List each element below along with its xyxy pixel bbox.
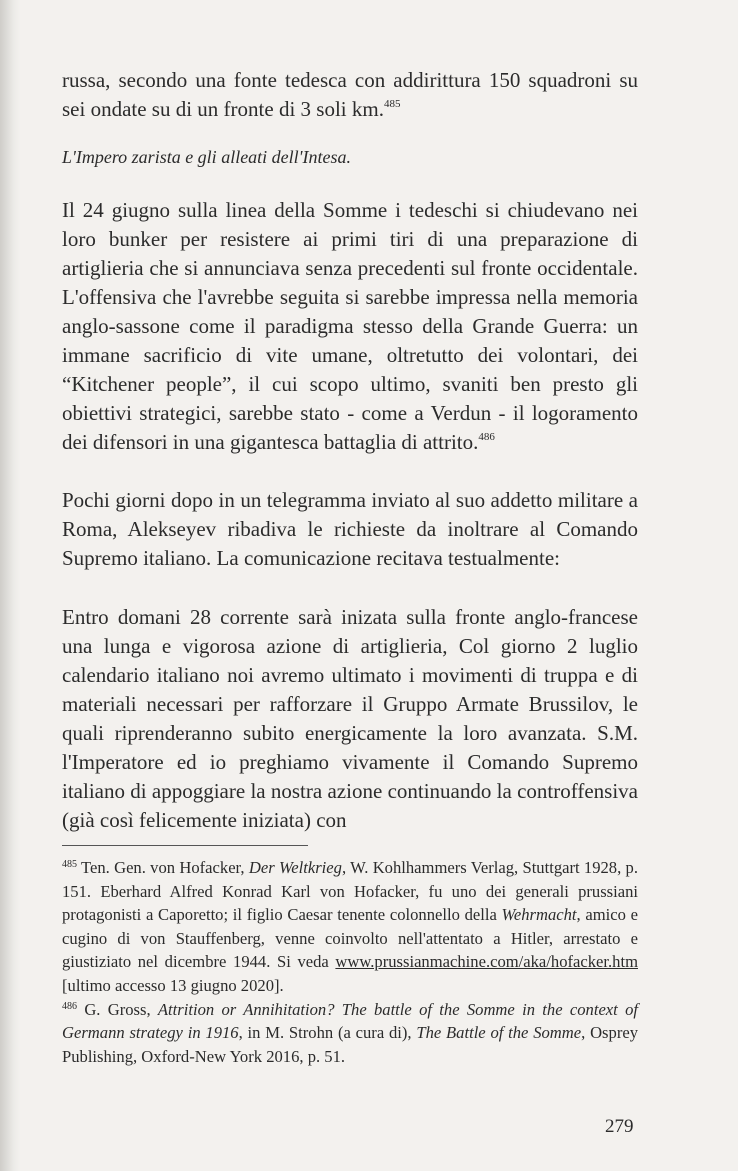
footnote-485-title-2: Wehrmacht [501,905,577,925]
footnote-485-text-a: Ten. Gen. von Hofacker, [81,858,249,877]
body-paragraph-2 [62,486,638,573]
footnote-486-title-2: The Battle of the Somme [416,1023,582,1043]
body-paragraph-1 [62,196,638,457]
footnote-486-title-1: Attrition or Annihitation? The battle of the Somme in the context of Germann strategy in 1916 [62,999,638,1043]
page-binding-edge [0,0,20,1171]
footnote-separator [62,845,308,846]
footnote-485-link[interactable]: www.prussianmachine.com/aka/hofacker.htm [335,952,638,972]
footnote-486-text-c: , Osprey Publishing, Oxford-New York 2016, p. 51. [62,1023,639,1066]
quote-text: Entro domani 28 corrente sarà inizata sulla fronte anglo-francese una lunga e vigorosa azione di artiglieria, Col giorno 2 luglio calendario italiano noi avremo ultimato i movimenti di truppa e di materiali necessari per rafforzare il Gruppo Armate Brussilov, le quali riprenderanno subito energicamente la loro avanzata. S.M. l'Imperatore ed io preghiamo vivamente il Comando Supremo italiano di appoggiare la nostra azione continuando la controffensiva (già così felicemente iniziata) con [62,605,638,832]
footnote-number-486: 486 [62,1000,77,1012]
footnote-485-text-d: [ultimo accesso 13 giugno 2020]. [62,975,284,995]
footnote-486-text-a: G. Gross, [84,999,158,1019]
block-quote [62,603,638,835]
intro-text: russa, secondo una fonte tedesca con addirittura 150 squadroni su sei ondate su di un fronte di 3 soli km. [62,68,638,121]
footnotes [62,856,638,1068]
section-heading: L'Impero zarista e gli alleati dell'Intesa. [62,147,352,167]
footnote-486-text-b: , in M. Strohn (a cura di), [238,1023,417,1043]
paragraph-1-text: Il 24 giugno sulla linea della Somme i tedeschi si chiudevano nei loro bunker per resistere ai primi tiri di una preparazione di artiglieria che si annunciava senza precedenti sul fronte occidentale. L'offensiva che l'avrebbe seguita si sarebbe impressa nella memoria anglo-sassone come il paradigma stesso della Grande Guerra: un immane sacrificio di vite umane, oltretutto dei volontari, dei “Kitchener people”, il cui scopo ultimo, svaniti ben presto gli obiettivi strategici, sarebbe stato - come a Verdun - il logoramento dei difensori in una gigantesca battaglia di attrito. [62,198,638,454]
intro-paragraph [62,66,638,124]
footnote-number-485: 485 [62,859,77,870]
footnote-485-text-b: , W. Kohlhammers Verlag, Stuttgart 1928, p. 151. Eberhard Alfred Konrad Karl von Hofacker, fu uno dei generali prussiani protagonisti a Caporetto; il figlio Caesar tenente colonnello della [62,858,638,925]
page-number: 279 [605,1116,634,1137]
footnote-485-title-1: Der Weltkrieg [248,858,342,877]
footnote-ref-485[interactable]: 485 [383,98,401,110]
footnote-485 [62,856,638,998]
footnote-ref-486[interactable]: 486 [478,431,495,443]
footnote-485-text-c: , amico e cugino di von Stauffenberg, venne coinvolto nell'attentato a Hitler, arrestato e giustiziato nel dicembre 1944. Si veda [62,905,638,972]
footnote-486 [62,998,638,1069]
paragraph-2-text: Pochi giorni dopo in un telegramma inviato al suo addetto militare a Roma, Alekseyev ribadiva le richieste da inoltrare al Comando Supremo italiano. La comunicazione recitava testualmente: [62,488,638,570]
